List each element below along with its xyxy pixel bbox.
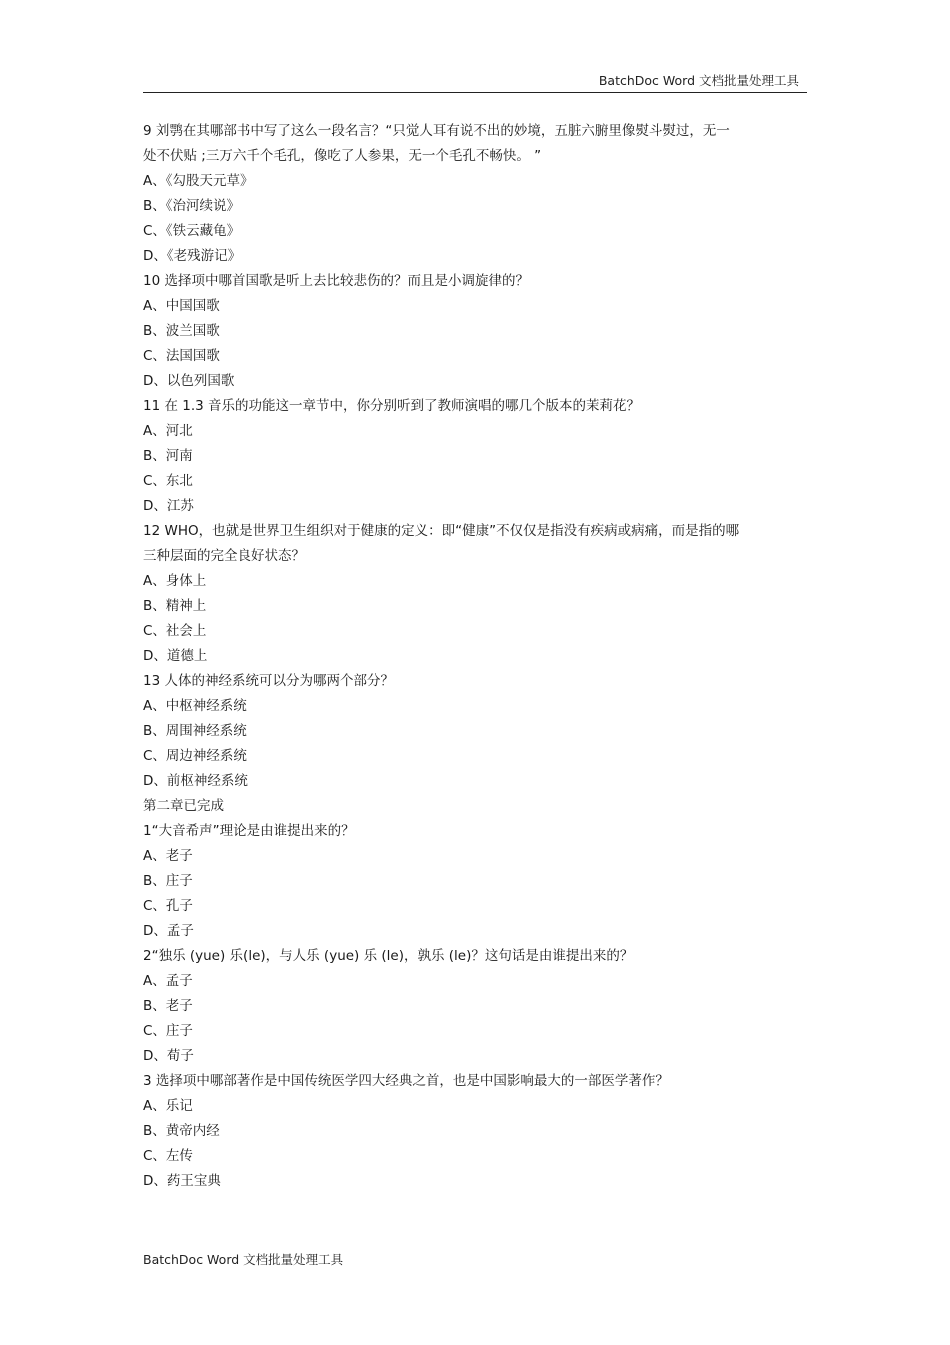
page-header [143, 70, 807, 93]
question-text: 13 人体的神经系统可以分为哪两个部分？ [143, 673, 394, 689]
answer-option: A、河北 [143, 423, 193, 439]
answer-option: D、前枢神经系统 [143, 773, 248, 789]
answer-option: C、左传 [143, 1148, 193, 1164]
answer-option: B、老子 [143, 998, 193, 1014]
answer-option: D、道德上 [143, 648, 208, 664]
answer-option: A、身体上 [143, 573, 207, 589]
answer-option: A、乐记 [143, 1098, 193, 1114]
page-footer: BatchDoc Word 文档批量处理工具 [143, 1252, 344, 1267]
question-text: 11 在 1.3 音乐的功能这一章节中，你分别听到了教师演唱的哪几个版本的茉莉花？ [143, 398, 641, 414]
question-text: 2“独乐 (yue) 乐(le)，与人乐 (yue) 乐 (le)，孰乐 (le)？这句话是由谁提出来的？ [143, 948, 634, 964]
answer-option: B、庄子 [143, 873, 193, 889]
question-text: 3 选择项中哪部著作是中国传统医学四大经典之首，也是中国影响最大的一部医学著作？ [143, 1073, 669, 1089]
answer-option: B、《治河续说》 [143, 198, 241, 214]
chapter-status: 第二章已完成 [143, 798, 224, 814]
header-text: BatchDoc Word 文档批量处理工具 [598, 73, 799, 88]
answer-option: B、精神上 [143, 598, 207, 614]
question-text: 10 选择项中哪首国歌是听上去比较悲伤的？而且是小调旋律的？ [143, 273, 529, 289]
answer-option: C、东北 [143, 473, 193, 489]
answer-option: D、孟子 [143, 923, 194, 939]
answer-option: C、法国国歌 [143, 348, 220, 364]
question-text: 9 刘鹗在其哪部书中写了这么一段名言？“只觉人耳有说不出的妙境，五脏六腑里像熨斗熨过，无一处不伏贴 ;三万六千个毛孔，像吃了人参果，无一个毛孔不畅快。 ” [143, 123, 730, 164]
answer-option: A、老子 [143, 848, 193, 864]
answer-option: D、荀子 [143, 1048, 194, 1064]
document-body [143, 119, 763, 1194]
answer-option: A、中枢神经系统 [143, 698, 247, 714]
answer-option: A、中国国歌 [143, 298, 220, 314]
answer-option: B、周围神经系统 [143, 723, 247, 739]
answer-option: C、社会上 [143, 623, 207, 639]
answer-option: C、庄子 [143, 1023, 193, 1039]
answer-option: A、《勾股天元草》 [143, 173, 254, 189]
answer-option: B、波兰国歌 [143, 323, 220, 339]
answer-option: C、孔子 [143, 898, 193, 914]
answer-option: D、江苏 [143, 498, 194, 514]
answer-option: D、以色列国歌 [143, 373, 235, 389]
answer-option: C、《铁云藏龟》 [143, 223, 241, 239]
answer-option: B、河南 [143, 448, 193, 464]
answer-option: A、孟子 [143, 973, 193, 989]
answer-option: C、周边神经系统 [143, 748, 247, 764]
question-text: 12 WHO，也就是世界卫生组织对于健康的定义：即“健康”不仅仅是指没有疾病或病痛，而是指的哪三种层面的完全良好状态？ [143, 523, 740, 564]
answer-option: D、《老残游记》 [143, 248, 242, 264]
answer-option: D、药王宝典 [143, 1173, 221, 1189]
answer-option: B、黄帝内经 [143, 1123, 220, 1139]
question-text: 1“大音希声”理论是由谁提出来的？ [143, 823, 355, 839]
